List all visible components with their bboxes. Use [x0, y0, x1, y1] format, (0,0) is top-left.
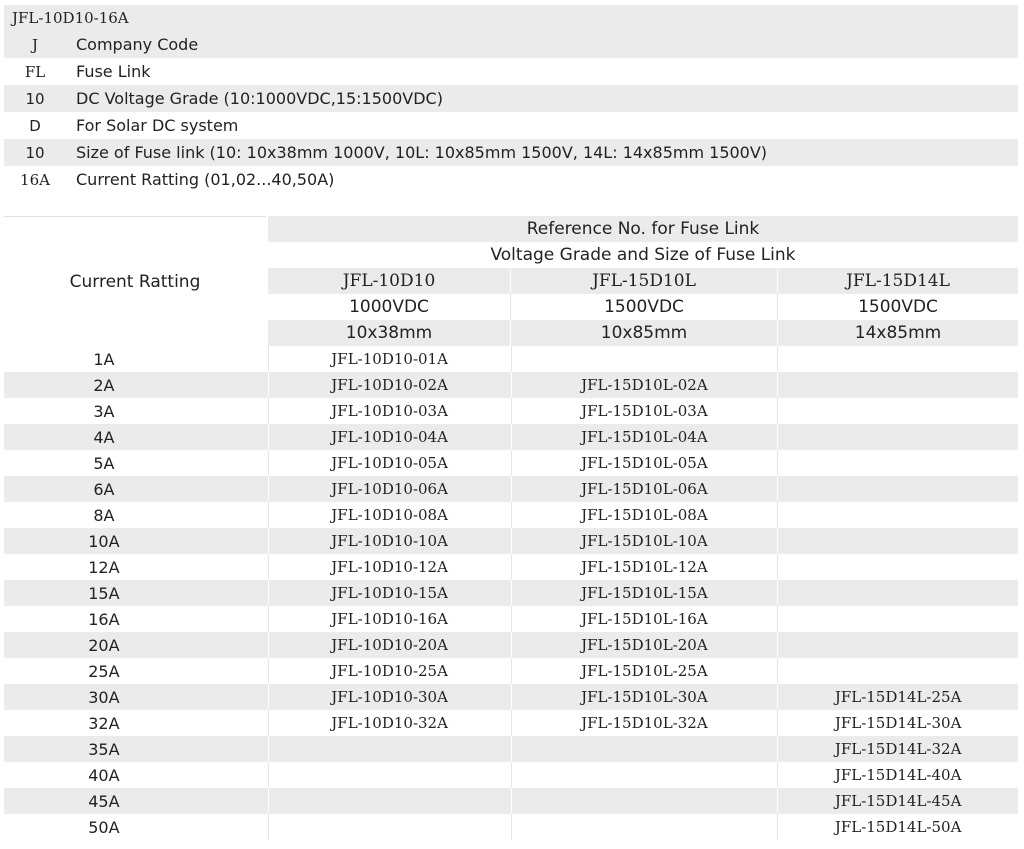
part-number-cell	[777, 398, 1018, 424]
spacer	[204, 684, 268, 710]
part-number-cell: JFL-15D10L-20A	[511, 632, 778, 658]
column-size: 14x85mm	[777, 320, 1018, 346]
spacer	[204, 450, 268, 476]
spacer	[204, 632, 268, 658]
code-key: 16A	[20, 170, 50, 189]
current-rating-cell: 1A	[93, 349, 115, 369]
current-rating-cell: 32A	[88, 713, 120, 733]
part-number-cell: JFL-15D10L-03A	[511, 398, 778, 424]
part-number-cell: JFL-15D10L-16A	[511, 606, 778, 632]
table-row	[4, 710, 1018, 736]
part-number-cell: JFL-15D10L-06A	[511, 476, 778, 502]
current-rating-cell: 6A	[93, 479, 115, 499]
code-rows	[4, 31, 1018, 193]
part-number-cell: JFL-15D14L-40A	[777, 762, 1018, 788]
part-number-cell: JFL-10D10-02A	[268, 372, 511, 398]
current-rating-cell: 25A	[88, 661, 120, 681]
part-number-cell: JFL-15D10L-32A	[511, 710, 778, 736]
table-row	[4, 580, 1018, 606]
code-desc: Fuse Link	[76, 62, 151, 81]
current-rating-cell: 16A	[88, 609, 120, 629]
spacer	[204, 372, 268, 398]
part-number-cell: JFL-10D10-05A	[268, 450, 511, 476]
part-number-cell	[777, 632, 1018, 658]
table-row	[4, 658, 1018, 684]
part-number-cell: JFL-10D10-01A	[268, 346, 511, 372]
code-row	[4, 58, 1018, 85]
current-rating-cell: 40A	[88, 765, 120, 785]
header-size-row	[268, 320, 1018, 346]
part-number-cell: JFL-15D14L-32A	[777, 736, 1018, 762]
part-number-cell	[511, 814, 778, 840]
spacer	[204, 658, 268, 684]
code-desc: Size of Fuse link (10: 10x38mm 1000V, 10L: 10x85mm 1500V, 14L: 14x85mm 1500V)	[76, 143, 768, 162]
column-model: JFL-15D14L	[777, 268, 1018, 294]
code-row	[4, 85, 1018, 112]
part-number-cell	[777, 502, 1018, 528]
spacer	[204, 606, 268, 632]
part-number-cell: JFL-10D10-06A	[268, 476, 511, 502]
current-rating-cell: 2A	[93, 375, 115, 395]
column-voltage: 1500VDC	[510, 294, 777, 320]
part-number-cell: JFL-10D10-12A	[268, 554, 511, 580]
spacer	[204, 788, 268, 814]
header-voltage-row	[268, 294, 1018, 320]
part-number-cell: JFL-10D10-20A	[268, 632, 511, 658]
table-row	[4, 788, 1018, 814]
code-breakdown-table	[4, 5, 1018, 193]
part-number-cell	[268, 762, 511, 788]
column-model: JFL-15D10L	[510, 268, 777, 294]
code-row	[4, 31, 1018, 58]
reference-table-header	[4, 216, 1018, 346]
table-row	[4, 684, 1018, 710]
code-row	[4, 166, 1018, 193]
code-key: D	[29, 116, 41, 135]
spacer	[204, 710, 268, 736]
part-number-cell: JFL-10D10-08A	[268, 502, 511, 528]
table-row	[4, 346, 1018, 372]
current-rating-cell: 35A	[88, 739, 120, 759]
spacer	[204, 424, 268, 450]
part-number-cell: JFL-10D10-10A	[268, 528, 511, 554]
part-number-cell	[511, 762, 778, 788]
part-number-cell: JFL-10D10-30A	[268, 684, 511, 710]
code-key: J	[31, 35, 38, 54]
part-number-cell: JFL-15D10L-08A	[511, 502, 778, 528]
part-number-cell	[511, 346, 778, 372]
current-rating-cell: 12A	[88, 557, 120, 577]
table-row	[4, 424, 1018, 450]
reference-table	[4, 216, 1018, 840]
part-number-cell	[777, 580, 1018, 606]
code-desc: For Solar DC system	[76, 116, 239, 135]
code-desc: Company Code	[76, 35, 199, 54]
part-number-cell: JFL-10D10-32A	[268, 710, 511, 736]
part-number-cell	[777, 450, 1018, 476]
part-number-cell: JFL-15D10L-12A	[511, 554, 778, 580]
part-number-cell: JFL-15D14L-50A	[777, 814, 1018, 840]
reference-table-body	[4, 346, 1018, 840]
spacer	[204, 762, 268, 788]
part-number-cell: JFL-15D10L-10A	[511, 528, 778, 554]
part-number-cell: JFL-10D10-03A	[268, 398, 511, 424]
header-reference-title: Reference No. for Fuse Link	[268, 216, 1018, 242]
table-row	[4, 606, 1018, 632]
table-row	[4, 528, 1018, 554]
code-desc: Current Ratting (01,02...40,50A)	[76, 170, 335, 189]
table-row	[4, 632, 1018, 658]
column-size: 10x85mm	[510, 320, 777, 346]
code-key: 10	[25, 143, 45, 162]
current-rating-cell: 45A	[88, 791, 120, 811]
table-row	[4, 450, 1018, 476]
part-number-cell	[777, 658, 1018, 684]
spacer	[204, 398, 268, 424]
part-number-cell	[268, 814, 511, 840]
part-number-cell	[777, 476, 1018, 502]
table-row	[4, 554, 1018, 580]
current-rating-cell: 8A	[93, 505, 115, 525]
current-rating-cell: 50A	[88, 817, 120, 837]
table-row	[4, 372, 1018, 398]
part-number-cell	[511, 788, 778, 814]
current-rating-cell: 4A	[93, 427, 115, 447]
code-key: FL	[24, 62, 46, 81]
part-number-cell: JFL-15D10L-05A	[511, 450, 778, 476]
header-voltage-size-title: Voltage Grade and Size of Fuse Link	[490, 245, 796, 265]
current-rating-cell: 10A	[88, 531, 120, 551]
spacer	[204, 736, 268, 762]
part-number-cell	[777, 372, 1018, 398]
part-number-cell: JFL-15D14L-30A	[777, 710, 1018, 736]
part-number-cell: JFL-15D14L-25A	[777, 684, 1018, 710]
spacer	[204, 346, 268, 372]
part-number-cell: JFL-10D10-16A	[268, 606, 511, 632]
table-row	[4, 736, 1018, 762]
part-number-cell: JFL-10D10-04A	[268, 424, 511, 450]
fuse-link-header	[268, 216, 1018, 346]
part-number-cell: JFL-10D10-15A	[268, 580, 511, 606]
part-number-cell	[777, 424, 1018, 450]
table-row	[4, 502, 1018, 528]
code-desc: DC Voltage Grade (10:1000VDC,15:1500VDC)	[76, 89, 443, 108]
part-number-cell	[777, 606, 1018, 632]
spacer	[204, 528, 268, 554]
code-row	[4, 112, 1018, 139]
spacer	[204, 554, 268, 580]
code-key: 10	[25, 89, 45, 108]
column-voltage: 1000VDC	[349, 297, 429, 317]
current-rating-cell: 20A	[88, 635, 120, 655]
part-number-cell: JFL-15D10L-15A	[511, 580, 778, 606]
code-example-title: JFL-10D10-16A	[4, 5, 1018, 31]
current-rating-header: Current Ratting	[4, 216, 266, 347]
part-number-cell: JFL-15D10L-02A	[511, 372, 778, 398]
column-size: 10x38mm	[345, 323, 433, 343]
column-model: JFL-10D10	[342, 271, 436, 291]
part-number-cell: JFL-10D10-25A	[268, 658, 511, 684]
current-rating-cell: 15A	[88, 583, 120, 603]
part-number-cell	[511, 736, 778, 762]
spacer	[204, 476, 268, 502]
current-rating-cell: 3A	[93, 401, 115, 421]
table-row	[4, 814, 1018, 840]
column-voltage: 1500VDC	[777, 294, 1018, 320]
spacer	[204, 580, 268, 606]
header-model-row	[268, 268, 1018, 294]
spacer	[204, 814, 268, 840]
part-number-cell	[777, 554, 1018, 580]
table-row	[4, 398, 1018, 424]
part-number-cell	[777, 528, 1018, 554]
part-number-cell	[268, 736, 511, 762]
part-number-cell: JFL-15D10L-04A	[511, 424, 778, 450]
code-row	[4, 139, 1018, 166]
part-number-cell: JFL-15D10L-25A	[511, 658, 778, 684]
table-row	[4, 762, 1018, 788]
part-number-cell	[268, 788, 511, 814]
spacer	[204, 502, 268, 528]
part-number-cell	[777, 346, 1018, 372]
part-number-cell: JFL-15D10L-30A	[511, 684, 778, 710]
part-number-cell: JFL-15D14L-45A	[777, 788, 1018, 814]
current-rating-cell: 30A	[88, 687, 120, 707]
current-rating-cell: 5A	[93, 453, 115, 473]
table-row	[4, 476, 1018, 502]
